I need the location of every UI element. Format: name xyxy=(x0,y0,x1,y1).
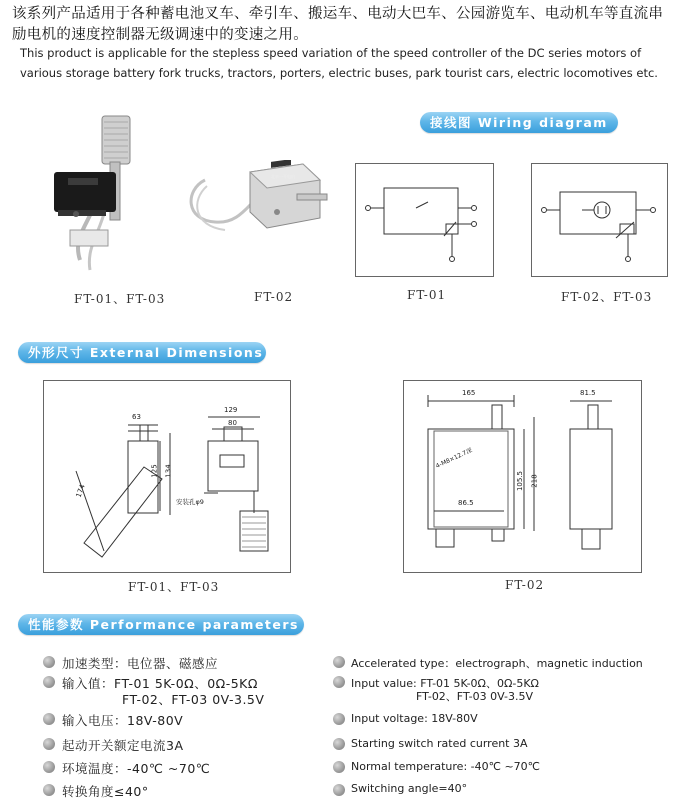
param-cn-accel-type: 加速类型：电位器、磁感应 xyxy=(62,656,219,671)
dim-134: 134 xyxy=(164,464,173,478)
dim-165: 165 xyxy=(462,389,476,397)
wiring-schematic-ft02 xyxy=(532,164,667,276)
dimension-drawing-ft01 xyxy=(43,380,291,573)
dim-86-5: 86.5 xyxy=(458,499,474,507)
wiring-diagram-ft02 xyxy=(531,163,668,277)
param-en-temperature: Normal temperature: -40℃ ~70℃ xyxy=(351,760,541,773)
bullet-icon xyxy=(333,656,345,668)
bullet-icon xyxy=(333,784,345,796)
param-en-switch-angle: Switching angle=40° xyxy=(351,782,468,795)
product-photo-ft02 xyxy=(185,160,335,270)
dimension-caption-ft01: FT-01、FT-03 xyxy=(128,580,220,594)
bullet-icon xyxy=(43,713,55,725)
bullet-icon xyxy=(43,656,55,668)
param-cn-switch-angle: 转换角度≤40° xyxy=(62,784,149,799)
intro-english: This product is applicable for the stepless speed variation of the speed controller of the DC series motors of various storage battery fork trucks, tractors, porters, electric buses, park tourist cars, electric locomotives etc. xyxy=(20,46,658,80)
dim-63: 63 xyxy=(132,413,141,421)
device-label: 北京一开电机 xyxy=(271,174,295,179)
dim-81-5: 81.5 xyxy=(580,389,596,397)
bullet-icon xyxy=(43,761,55,773)
wiring-diagram-ft01 xyxy=(355,163,494,277)
dim-174: 174 xyxy=(74,483,87,499)
param-cn-input-voltage: 输入电压：18V-80V xyxy=(62,713,184,728)
dim-125: 125 xyxy=(150,464,159,478)
dimension-drawing-ft02 xyxy=(403,380,642,573)
param-cn-temperature: 环境温度：-40℃ ~70℃ xyxy=(62,761,211,776)
param-cn-switch-current: 起动开关额定电流3A xyxy=(62,738,184,753)
section-pill-dimensions: 外形尺寸 External Dimensions xyxy=(18,342,266,363)
param-en-input-value: Input value: FT-01 5K-0Ω、0Ω-5KΩ xyxy=(351,677,539,690)
section-pill-performance: 性能参数 Performance parameters xyxy=(18,614,304,635)
thread-spec-label: 4-M8×12.7深 xyxy=(434,446,474,470)
dim-129: 129 xyxy=(224,406,238,414)
wiring-caption-ft01: FT-01 xyxy=(407,288,447,302)
param-en-switch-current: Starting switch rated current 3A xyxy=(351,737,528,750)
intro-chinese: 该系列产品适用于各种蓄电池叉车、牵引车、搬运车、电动大巴车、公园游览车、电动机车等直流串励电机的速度控制器无级调速中的变速之用。 xyxy=(12,6,664,43)
product-caption-ft01: FT-01、FT-03 xyxy=(74,292,166,306)
bullet-icon xyxy=(333,761,345,773)
pedal-illustration xyxy=(40,110,190,280)
param-cn-input-value: 输入值：FT-01 5K-0Ω、0Ω-5KΩ xyxy=(62,676,258,691)
dim-80: 80 xyxy=(228,419,237,427)
wiring-schematic-ft01 xyxy=(356,164,493,276)
product-photo-ft01 xyxy=(40,110,190,280)
param-en-accel-type: Accelerated type：electrograph、magnetic induction xyxy=(351,657,643,670)
section-pill-wiring: 接线图 Wiring diagram xyxy=(420,112,618,133)
mounting-hole-label: 安装孔φ9 xyxy=(176,498,204,506)
bullet-icon xyxy=(43,676,55,688)
param-cn-input-value-sub: FT-02、FT-03 0V-3.5V xyxy=(122,692,265,707)
bullet-icon xyxy=(333,676,345,688)
bullet-icon xyxy=(333,738,345,750)
dimension-caption-ft02: FT-02 xyxy=(505,578,545,592)
param-en-input-voltage: Input voltage: 18V-80V xyxy=(351,712,478,725)
controller-box-illustration xyxy=(185,160,335,270)
dim-105-5: 105.5 xyxy=(516,470,525,492)
bullet-icon xyxy=(333,713,345,725)
dim-218: 218 xyxy=(530,474,539,488)
wiring-caption-ft02: FT-02、FT-03 xyxy=(561,290,653,304)
product-caption-ft02: FT-02 xyxy=(254,290,294,304)
param-en-input-value-sub: FT-02、FT-03 0V-3.5V xyxy=(416,690,533,703)
bullet-icon xyxy=(43,738,55,750)
bullet-icon xyxy=(43,784,55,796)
